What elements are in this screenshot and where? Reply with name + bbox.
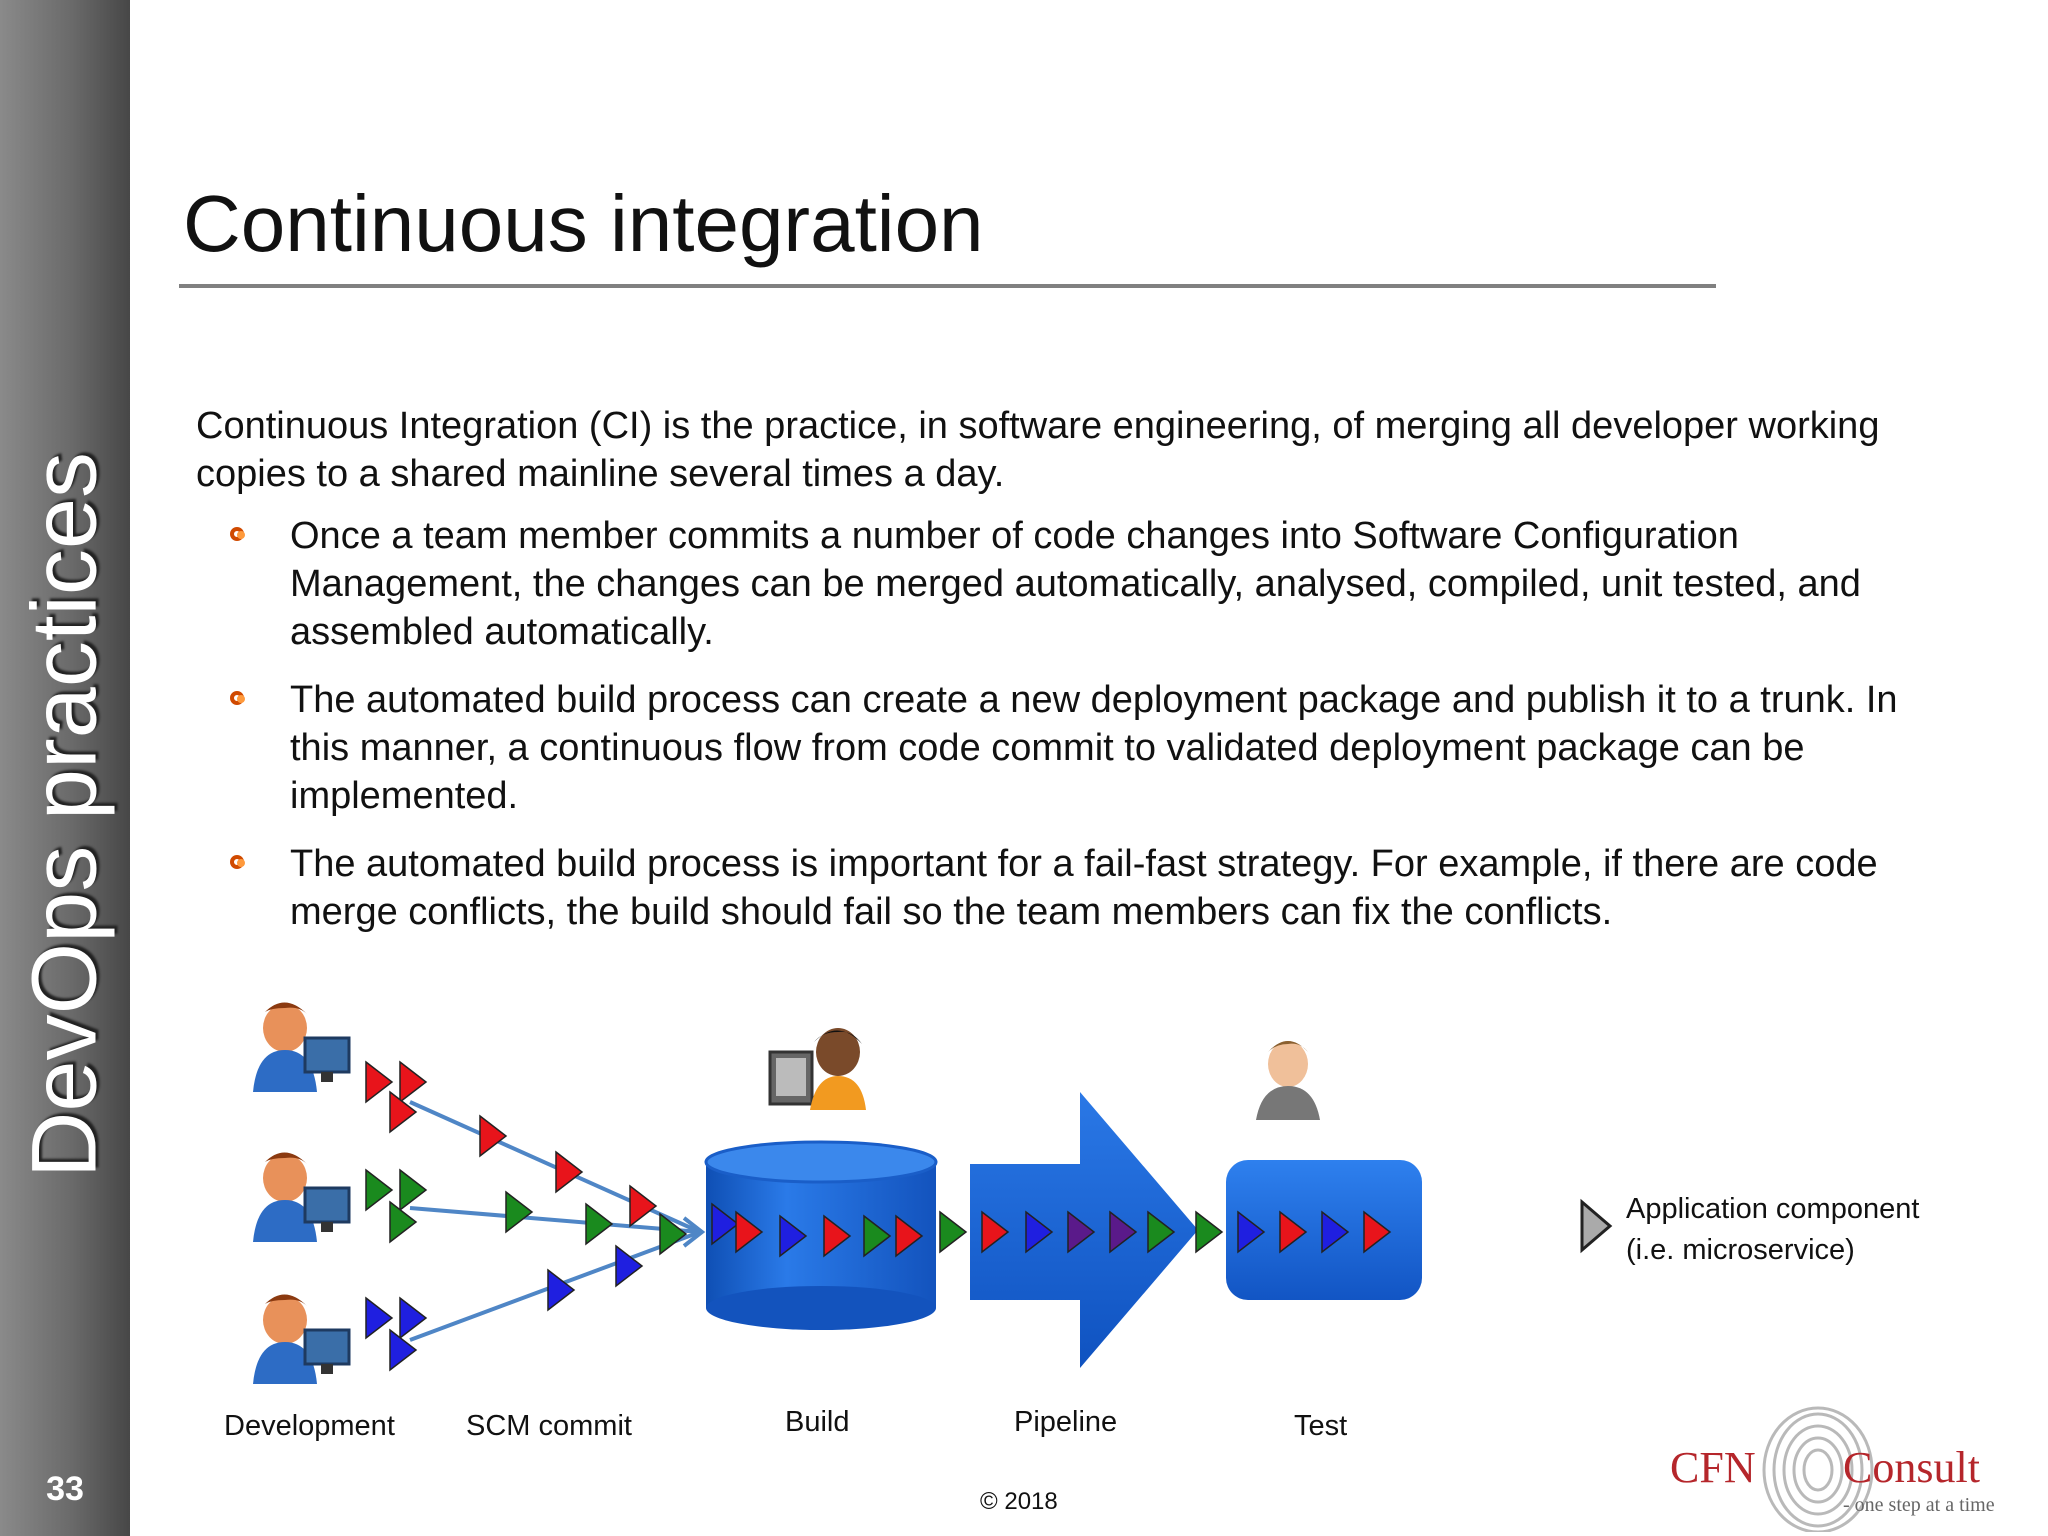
logo-text-cfn: CFN: [1670, 1443, 1756, 1492]
bullet-icon: [230, 527, 244, 541]
legend-line-2: (i.e. microservice): [1626, 1234, 1855, 1266]
bullet-list: [230, 512, 1930, 956]
stage-label-pipeline: Pipeline: [1014, 1406, 1118, 1438]
component-triangle: [630, 1186, 656, 1226]
stage-label-test: Test: [1294, 1410, 1348, 1442]
legend-line-1: Application component: [1626, 1193, 1920, 1225]
bullet-item: [230, 676, 1930, 820]
bullet-icon: [230, 855, 244, 869]
bullet-text: The automated build process is important for a fail-fast strategy. For example, if there are code merge conflicts, the build should fail so the team members can fix the conflicts.: [290, 843, 1878, 933]
slide-title: Continuous integration: [183, 179, 984, 268]
bullet-item: [230, 840, 1930, 936]
page-number: 33: [46, 1470, 84, 1508]
component-triangle: [506, 1192, 532, 1232]
sidebar: [0, 0, 130, 1536]
logo-tagline: - one step at a time: [1843, 1494, 1995, 1516]
component-triangle: [940, 1212, 966, 1252]
component-triangle: [556, 1152, 582, 1192]
title-divider: [179, 284, 1716, 288]
stage-label-development: Development: [224, 1410, 395, 1442]
legend-text: [1626, 1189, 1919, 1271]
developer-icon: [253, 1294, 349, 1384]
build-operator-icon: [770, 1028, 866, 1110]
component-triangle: [366, 1170, 392, 1210]
component-triangle: [366, 1062, 392, 1102]
logo-text-consult: Consult: [1843, 1443, 1980, 1492]
bullet-icon: [230, 691, 244, 705]
component-triangle: [400, 1062, 426, 1102]
copyright-footer: © 2018: [980, 1488, 1058, 1515]
bullet-text: Once a team member commits a number of code changes into Software Configuration Management, the changes can be merged automatically, analysed, compiled, unit tested, and assembled automatically.: [290, 515, 1861, 653]
stage-label-build: Build: [785, 1406, 850, 1438]
company-logo: [1668, 1402, 2018, 1532]
legend-component-icon: [1582, 1202, 1610, 1250]
developer-icon: [253, 1002, 349, 1092]
bullet-item: [230, 512, 1930, 656]
developer-icon: [253, 1152, 349, 1242]
component-triangle: [400, 1170, 426, 1210]
component-triangle: [400, 1298, 426, 1338]
sidebar-section-label: DevOps practices: [13, 451, 116, 1179]
intro-paragraph: Continuous Integration (CI) is the practice, in software engineering, of merging all developer working copies to a shared mainline several times a day.: [196, 405, 1880, 495]
component-triangle: [480, 1116, 506, 1156]
stage-label-scm-commit: SCM commit: [466, 1410, 632, 1442]
tester-icon: [1256, 1041, 1320, 1120]
component-triangle: [1196, 1212, 1222, 1252]
bullet-text: The automated build process can create a new deployment package and publish it to a trunk. In this manner, a continuous flow from code commit to validated deployment package can be implemented.: [290, 679, 1898, 817]
component-triangle: [366, 1298, 392, 1338]
component-triangle: [586, 1204, 612, 1244]
component-triangle: [616, 1246, 642, 1286]
component-triangle: [548, 1270, 574, 1310]
